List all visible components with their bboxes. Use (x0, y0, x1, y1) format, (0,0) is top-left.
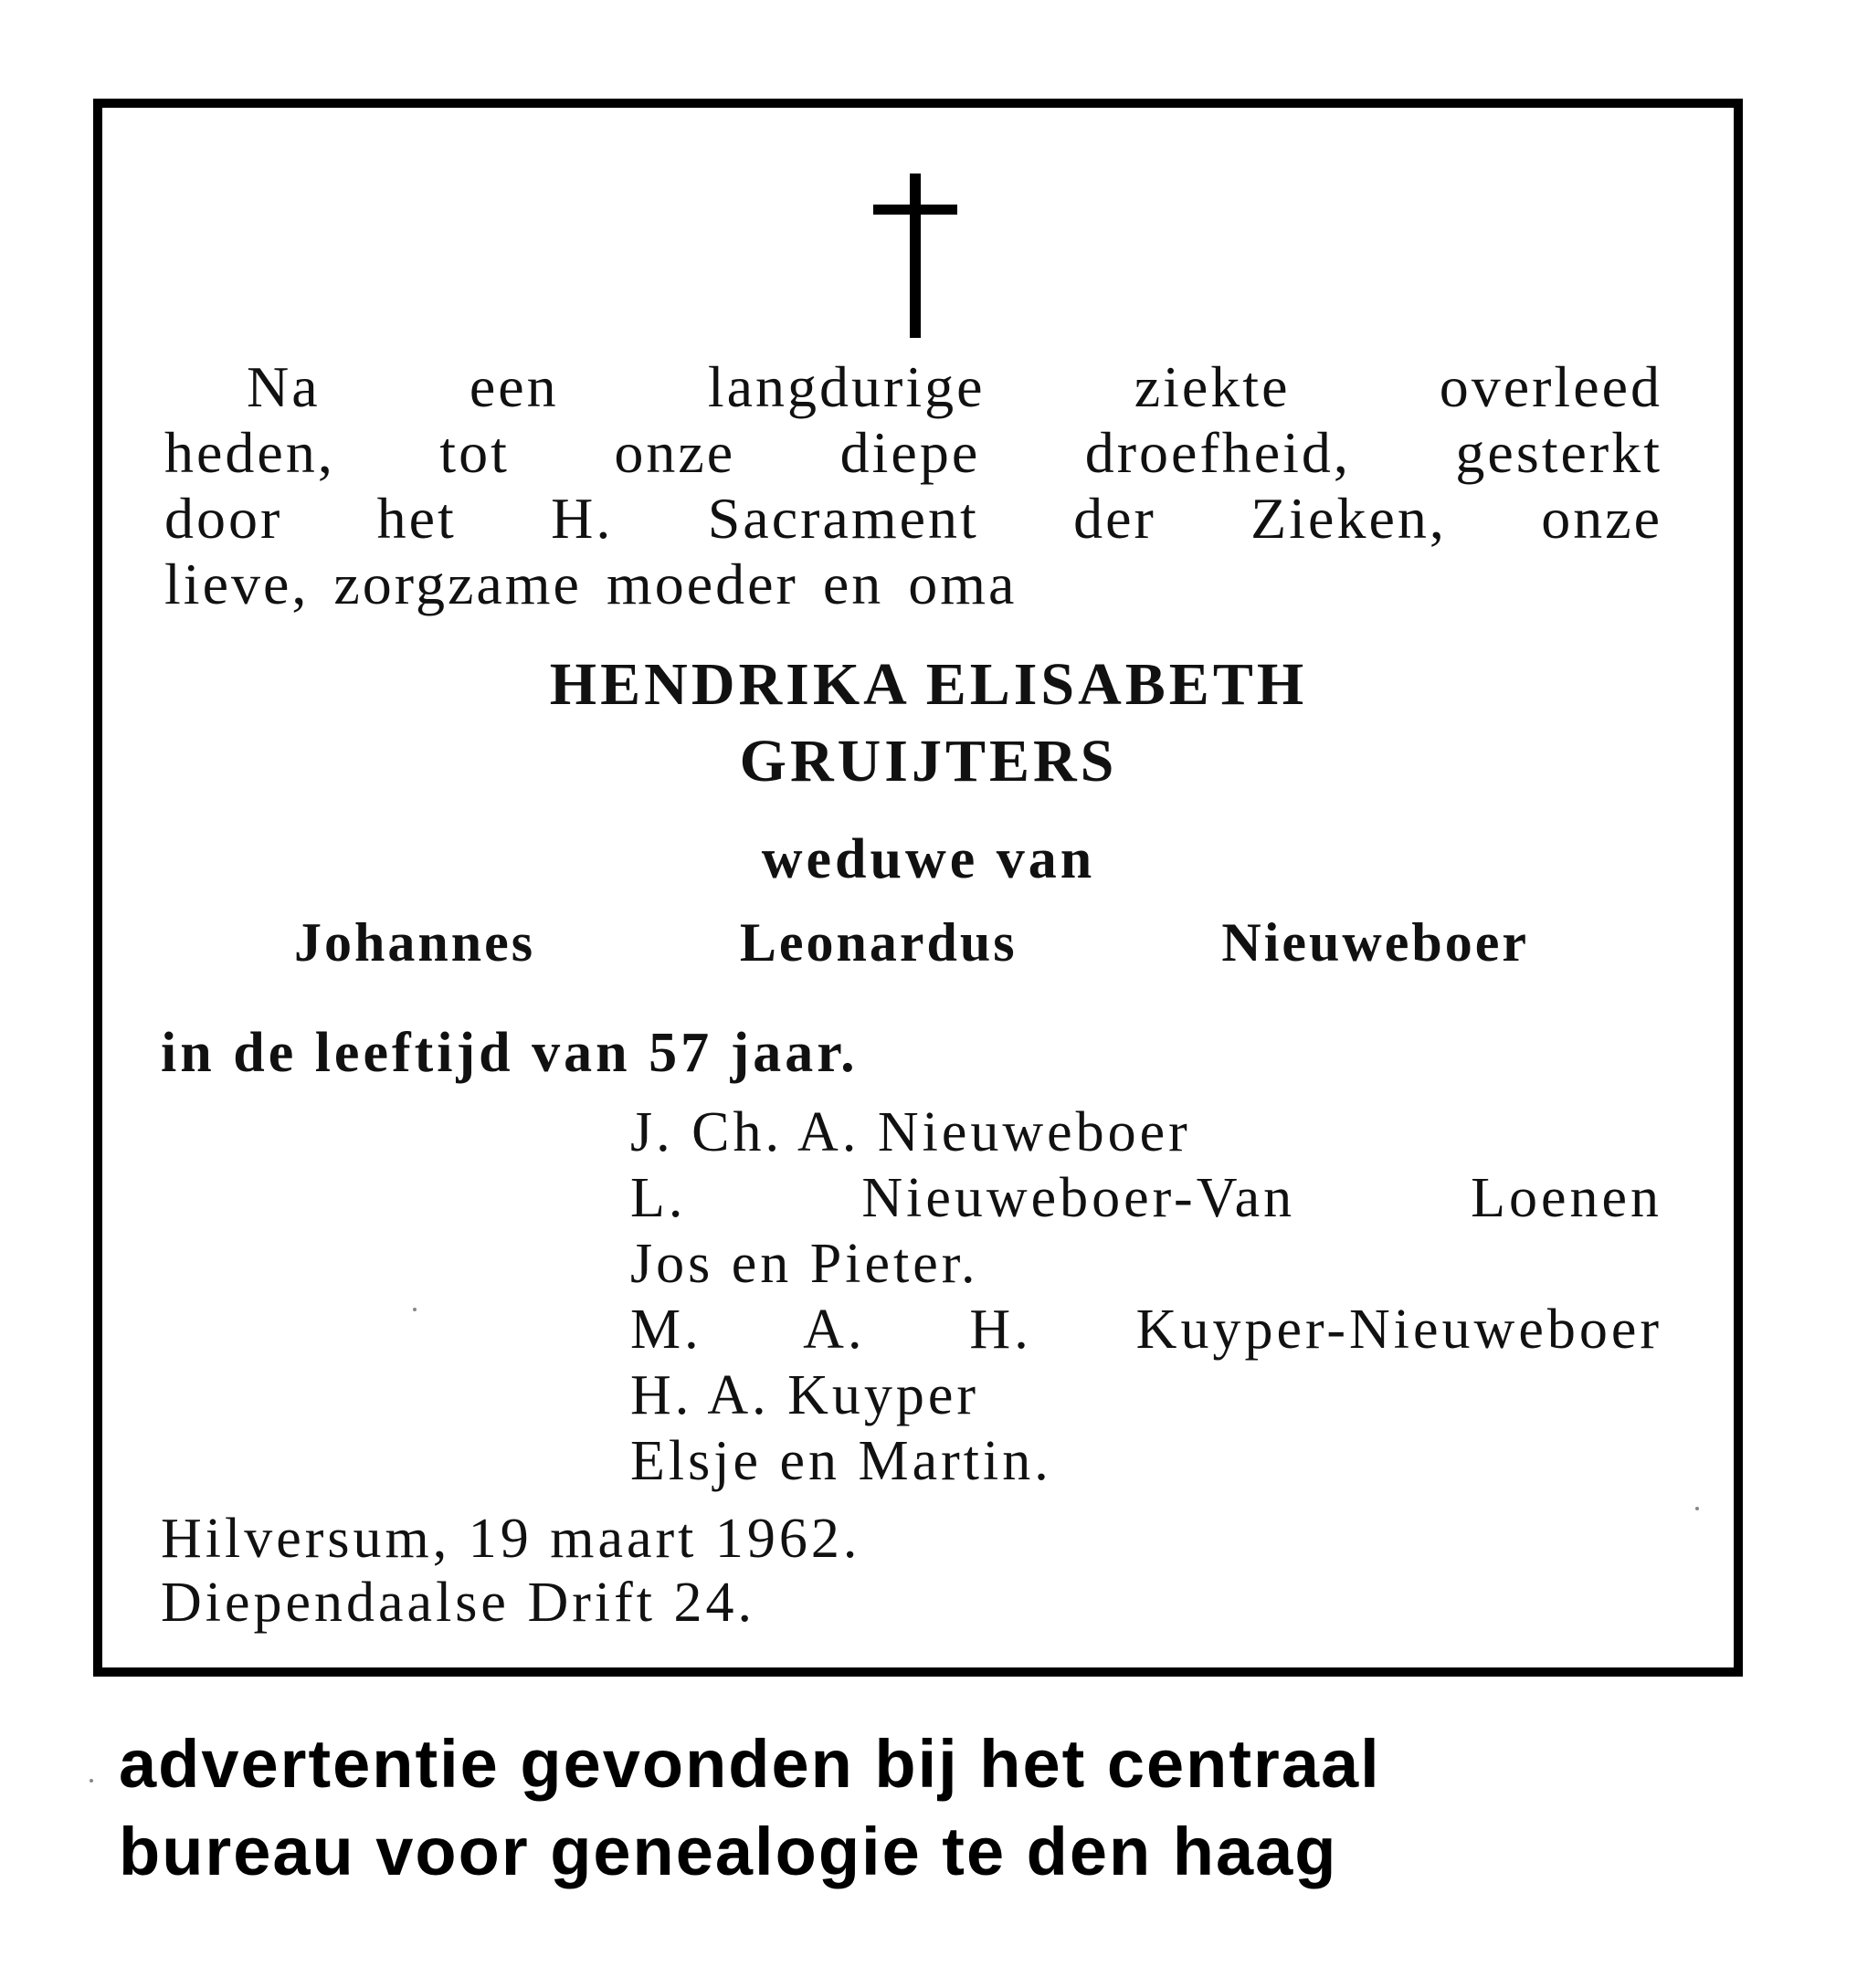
caption-line1: advertentie gevonden bij het centraal (119, 1726, 1381, 1802)
scan-speck (1695, 1507, 1699, 1510)
deceased-name-line2: GRUIJTERS (739, 728, 1118, 794)
intro-text (164, 354, 1662, 617)
husband-name: Johannes Leonardus Nieuweboer (294, 912, 1529, 973)
relative-entry: H. A. Kuyper (630, 1364, 980, 1426)
scan-speck (413, 1308, 417, 1311)
intro-line: Na een langdurige ziekte overleed (247, 354, 1662, 419)
deceased-name-line1: HENDRIKA ELISABETH (549, 651, 1308, 718)
relative-entry: M. A. H. Kuyper-Nieuweboer (630, 1299, 1662, 1361)
widow-of-label: weduwe van (761, 828, 1096, 890)
relative-entry: L. Nieuweboer-Van Loenen (630, 1167, 1662, 1229)
cross-icon (873, 174, 957, 338)
intro-line: door het H. Sacrament der Zieken, onze (164, 486, 1662, 551)
relatives-list (630, 1099, 1662, 1494)
intro-line: lieve, zorgzame moeder en oma (164, 552, 1018, 616)
scan-speck (90, 1779, 93, 1783)
place-and-address (161, 1507, 860, 1635)
source-caption (119, 1720, 1381, 1896)
relative-entry: Jos en Pieter. (630, 1233, 979, 1295)
age-line: in de leeftijd van 57 jaar. (161, 1022, 859, 1084)
intro-line: heden, tot onze diepe droefheid, gesterkt (164, 420, 1662, 485)
place-date: Hilversum, 19 maart 1962. (161, 1508, 861, 1570)
relative-entry: Elsje en Martin. (630, 1430, 1052, 1492)
relative-entry: J. Ch. A. Nieuweboer (630, 1101, 1191, 1163)
caption-line2: bureau voor genealogie te den haag (119, 1814, 1338, 1889)
address: Diependaalse Drift 24. (161, 1572, 755, 1634)
